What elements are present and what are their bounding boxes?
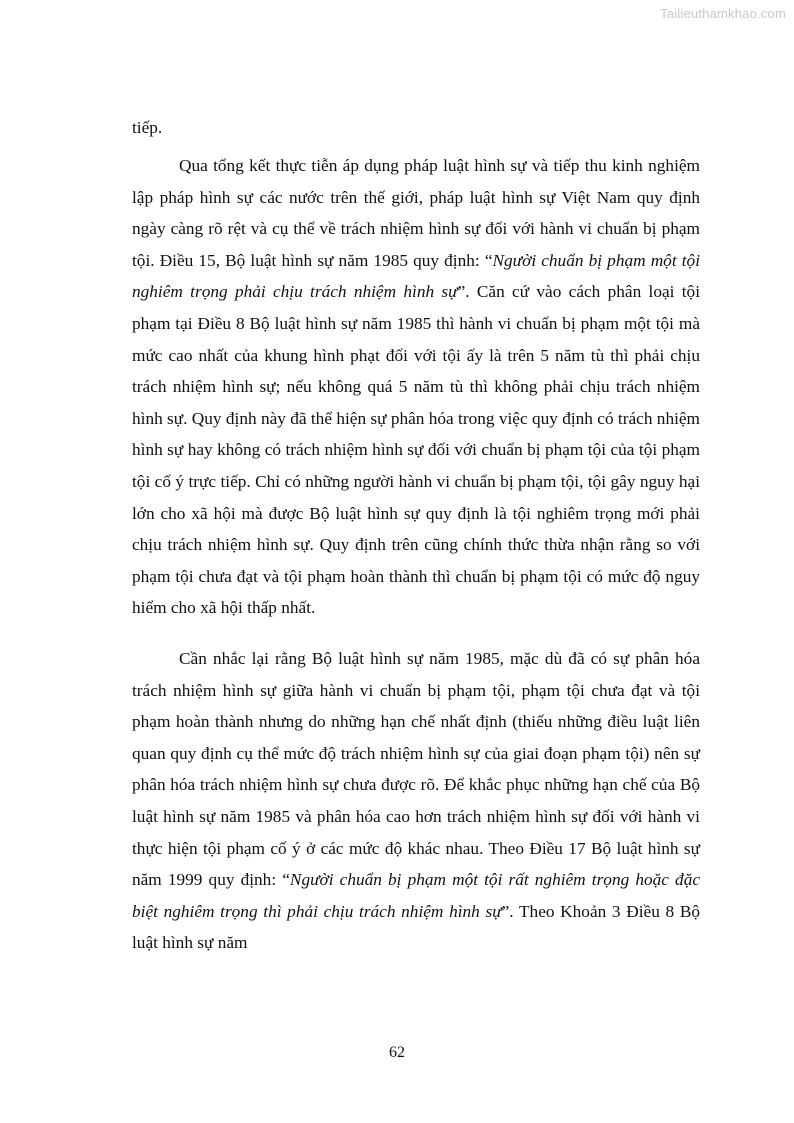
text-run: ”. Căn cứ vào cách phân loại tội phạm tại Điều 8 Bộ luật hình sự năm 1985 thì hành vi chuẩn bị phạm một tội mà mức cao nhất của khung hình phạt đối với tội ấy là trên 5 năm tù thì phải chịu trách nhiệm hình sự; nếu không quá 5 năm tù thì không phải chịu trách nhiệm hình sự. Quy định này đã thể hiện sự phân hóa trong việc quy định có trách nhiệm hình sự hay không có trách nhiệm hình sự đối với chuẩn bị phạm tội của tội phạm tội cố ý trực tiếp. Chỉ có những người hành vi chuẩn bị phạm tội, tội gây nguy hại lớn cho xã hội mà được Bộ luật hình sự quy định là tội nghiêm trọng mới phải chịu trách nhiệm hình sự. Quy định trên cũng chính thức thừa nhận rằng so với phạm tội chưa đạt và tội phạm hoàn thành thì chuẩn bị phạm tội có mức độ nguy hiểm cho xã hội thấp nhất. (132, 282, 700, 618)
text-run: ”. Theo Khoản 3 Điều 8 Bộ luật hình sự năm (132, 901, 700, 953)
quote-dieu-15: Người chuẩn bị phạm một tội nghiêm trọng phải chịu trách nhiệm hình sự (132, 250, 700, 302)
text-run: tiếp. (132, 118, 163, 137)
text-run: Qua tổng kết thực tiễn áp dụng pháp luật hình sự và tiếp thu kinh nghiệm lập pháp hình sự các nước trên thế giới, pháp luật hình sự Việt Nam quy định ngày càng rõ rệt và cụ thể về trách nhiệm hình sự đối với hành vi chuẩn bị phạm tội. Điều 15, Bộ luật hình sự năm 1985 quy định: “ (132, 156, 700, 270)
quote-dieu-17: Người chuẩn bị phạm một tội rất nghiêm trọng hoặc đặc biệt nghiêm trọng thì phải chịu trách nhiệm hình sự (132, 870, 701, 921)
paragraph-dieu-17 (132, 643, 700, 959)
document-body (132, 112, 700, 959)
paragraph-dieu-15 (132, 150, 700, 624)
page-number: 62 (389, 1044, 405, 1061)
watermark: Tailieuthamkhao.com (660, 6, 786, 21)
text-run: Cần nhắc lại rằng Bộ luật hình sự năm 1985, mặc dù đã có sự phân hóa trách nhiệm hình sự giữa hành vi chuẩn bị phạm tội, phạm tội chưa đạt và tội phạm hoàn thành nhưng do những hạn chế nhất định (thiếu những điều luật liên quan quy định cụ thể mức độ trách nhiệm hình sự của giai đoạn phạm tội) nên sự phân hóa trách nhiệm hình sự chưa được rõ. Để khắc phục những hạn chế của Bộ luật hình sự năm 1985 và phân hóa cao hơn trách nhiệm hình sự đối với hành vi thực hiện tội phạm cố ý ở các mức độ khác nhau. Theo Điều 17 Bộ luật hình sự năm 1999 quy định: “ (132, 649, 700, 890)
paragraph-continuation (132, 112, 700, 144)
